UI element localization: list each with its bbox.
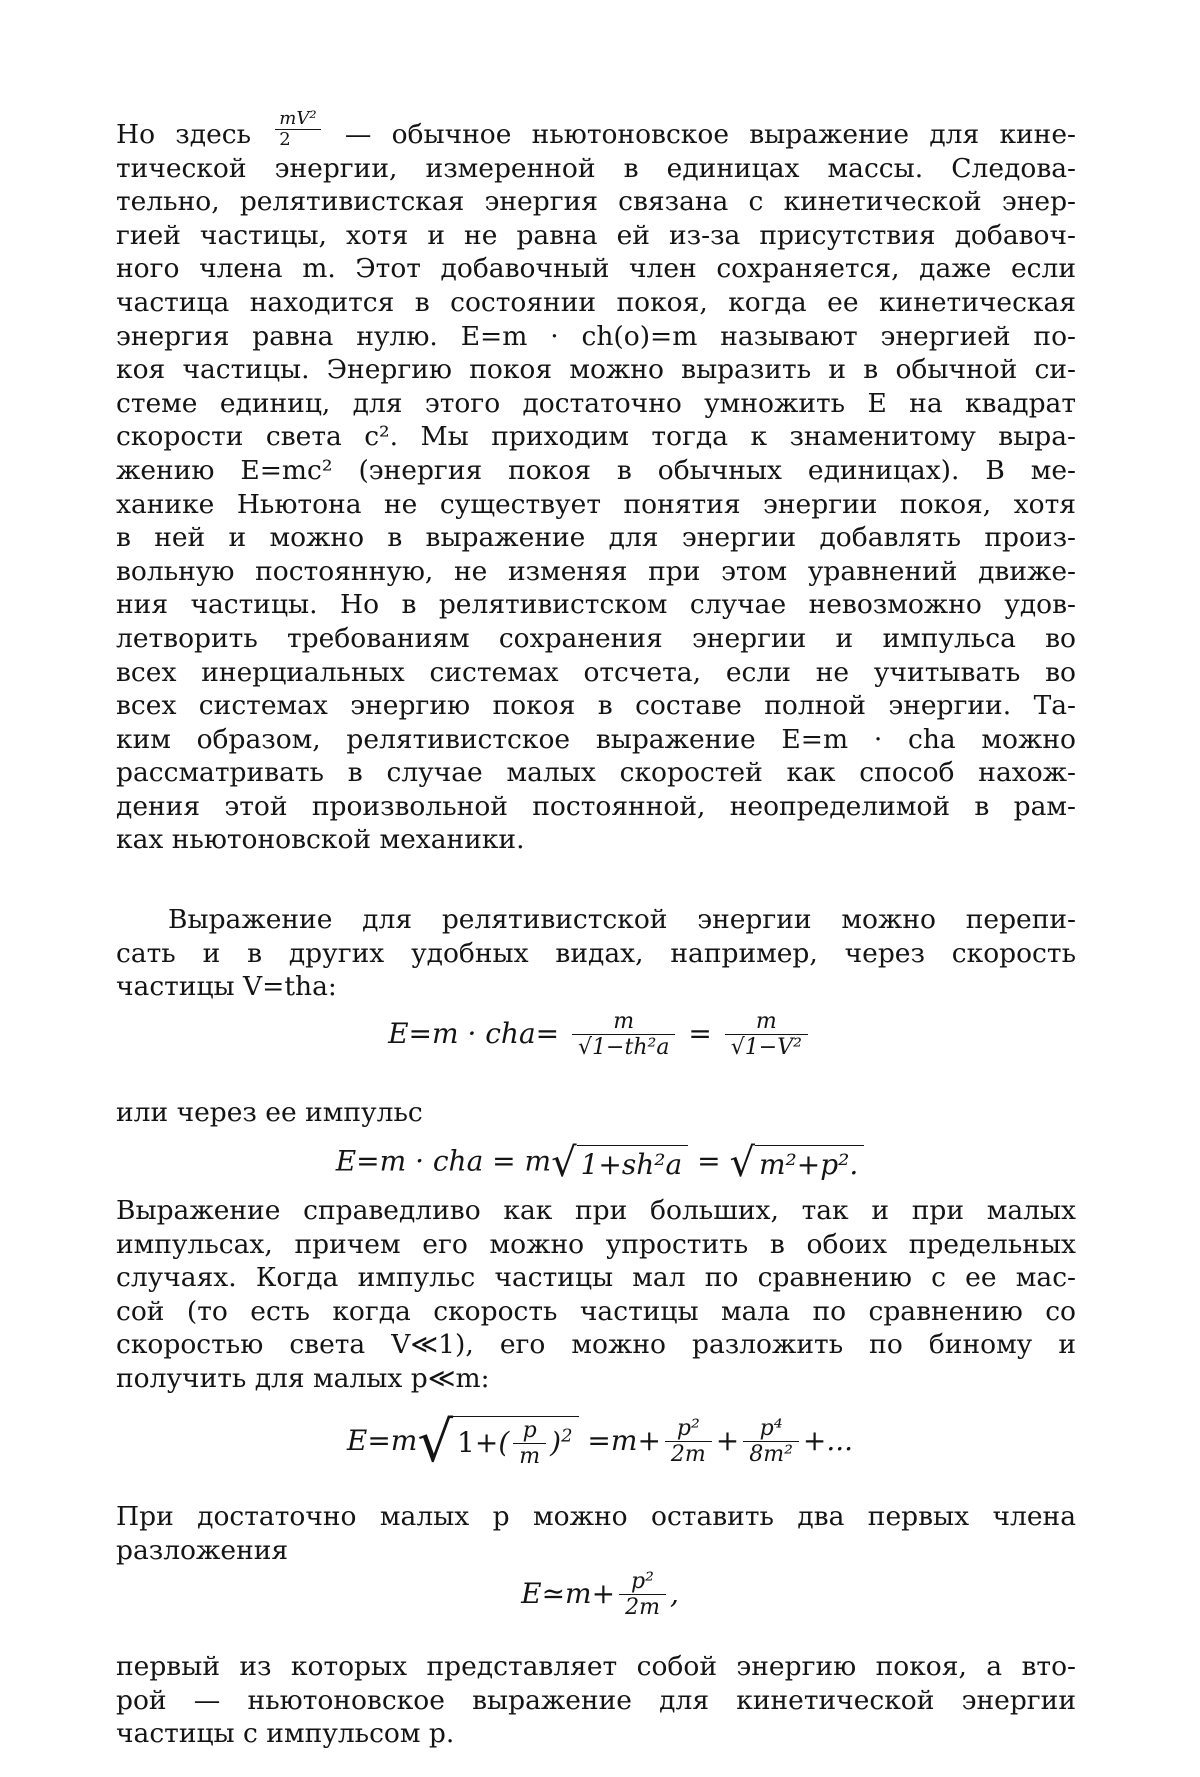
fraction-numerator: mV² bbox=[275, 109, 320, 130]
equals-sign: = bbox=[688, 1144, 730, 1178]
formula-tail: +... bbox=[802, 1424, 854, 1457]
text-line: первый из которых представляет собой энергию покоя, а вто- bbox=[116, 1651, 1076, 1682]
text-line: летворить требованиям сохранения энергии и импульса во bbox=[116, 622, 1076, 654]
formula-lhs: E=m · cha = m bbox=[335, 1144, 552, 1178]
text-line: получить для малых p≪m: bbox=[116, 1362, 490, 1394]
fraction-numerator: p⁴ bbox=[743, 1417, 799, 1442]
radicand: m²+p². bbox=[755, 1145, 864, 1181]
sqrt-1-plus-sh2a bbox=[551, 1140, 688, 1186]
sqrt-expansion bbox=[417, 1410, 578, 1475]
text-line: всех системах энергию покоя в составе полной энергии. Та- bbox=[116, 690, 1076, 722]
text-line: ханике Ньютона не существует понятия энергии покоя, хотя bbox=[116, 488, 1076, 520]
fraction-p4-over-8m2 bbox=[743, 1417, 799, 1468]
fraction-denominator: 8m² bbox=[749, 1442, 793, 1467]
text-fragment: Но здесь bbox=[116, 119, 252, 150]
paragraph-velocity-form bbox=[116, 903, 1076, 1004]
text-line: ного члена m. Этот добавочный член сохраняется, даже если bbox=[116, 253, 1076, 285]
text-line: всех инерциальных системах отсчета, если не учитывать во bbox=[116, 656, 1076, 688]
text-line: частицы V=tha: bbox=[116, 971, 337, 1003]
paragraph-expansion bbox=[116, 1194, 1076, 1396]
paragraph-rest-energy bbox=[116, 107, 1076, 857]
text-line: рассматривать в случае малых скоростей как способ нахож- bbox=[116, 757, 1076, 789]
text-line: энергия равна нулю. E=m · ch(o)=m называют энергией по- bbox=[116, 320, 1076, 352]
text-line: сать и в других удобных видах, например, через скорость bbox=[116, 937, 1076, 969]
text-line: тельно, релятивистская энергия связана с кинетической энер- bbox=[116, 186, 1076, 218]
sqrt-icon: √ bbox=[578, 1035, 593, 1060]
text-line: разложения bbox=[116, 1534, 289, 1566]
text-line bbox=[116, 107, 1076, 152]
fraction-p2-over-2m bbox=[665, 1417, 712, 1468]
fraction-p2-over-2m bbox=[619, 1570, 666, 1621]
radicand: 1+sh²a bbox=[577, 1145, 689, 1181]
sqrt-m2-plus-p2 bbox=[729, 1140, 864, 1186]
fraction-m-over-sqrt-1-v2 bbox=[725, 1010, 808, 1061]
formula-energy-velocity bbox=[0, 1010, 1200, 1061]
text-line: частицы с импульсом p. bbox=[116, 1718, 455, 1750]
text-line: жению E=mc² (энергия покоя в обычных единицах). В ме- bbox=[116, 454, 1076, 486]
fraction-denominator: 2 bbox=[279, 128, 291, 150]
text-fragment: — обычное ньютоновское выражение для кине- bbox=[344, 119, 1076, 150]
radicand: 1−th²a bbox=[592, 1035, 670, 1060]
text-line: сой (то есть когда скорость частицы мала по сравнению со bbox=[116, 1295, 1076, 1327]
sqrt-icon: √ bbox=[417, 1410, 454, 1475]
fraction-mv2-over-2 bbox=[275, 109, 320, 150]
radicand: 1−V² bbox=[744, 1035, 802, 1060]
fraction-numerator: m bbox=[725, 1010, 808, 1035]
paragraph-conclusion bbox=[116, 1650, 1076, 1751]
plus-sign: + bbox=[715, 1424, 740, 1457]
fraction-numerator: p bbox=[513, 1419, 546, 1444]
text-line: в ней и можно в выражение для энергии добавлять произ- bbox=[116, 522, 1076, 554]
paragraph-bridge bbox=[116, 1096, 1076, 1130]
text-line: тической энергии, измеренной в единицах массы. Следова- bbox=[116, 152, 1076, 184]
equals-sign: =m+ bbox=[578, 1424, 661, 1457]
equals-sign: = bbox=[688, 1017, 712, 1050]
formula-lhs: E=m · cha= bbox=[388, 1017, 560, 1050]
sqrt-icon: √ bbox=[730, 1035, 745, 1060]
fraction-denominator: m bbox=[519, 1443, 541, 1469]
fraction-numerator: p² bbox=[665, 1417, 712, 1442]
fraction-numerator: m bbox=[572, 1010, 675, 1035]
fraction-denominator bbox=[572, 1035, 675, 1061]
formula-lhs: E≃m+ bbox=[521, 1577, 616, 1610]
sqrt-icon: √ bbox=[551, 1140, 577, 1186]
radicand: 1+( $\frac{p}{m}$ )$^2$ bbox=[453, 1416, 578, 1470]
fraction-m-over-sqrt-1-th2a bbox=[572, 1010, 675, 1061]
sqrt-icon: √ bbox=[729, 1140, 755, 1186]
exponent: 2 bbox=[561, 1425, 573, 1447]
formula-energy-momentum bbox=[0, 1140, 1200, 1186]
text-line: коя частицы. Энергию покоя можно выразить и в обычной си- bbox=[116, 354, 1076, 386]
formula-tail: , bbox=[669, 1577, 679, 1610]
fraction-denominator: 2m bbox=[625, 1595, 660, 1620]
fraction-p-over-m bbox=[513, 1419, 546, 1470]
text-line: или через ее импульс bbox=[116, 1097, 423, 1128]
text-line: Выражение справедливо как при больших, так и при малых bbox=[116, 1195, 1076, 1226]
text-line: случаях. Когда импульс частицы мал по сравнению с ее мас- bbox=[116, 1262, 1076, 1294]
fraction-denominator bbox=[725, 1035, 808, 1061]
text-line: ния частицы. Но в релятивистском случае невозможно удов- bbox=[116, 589, 1076, 621]
fraction-numerator: p² bbox=[619, 1570, 666, 1595]
text-line: ким образом, релятивистское выражение E=m · cha можно bbox=[116, 723, 1076, 755]
formula-lhs: E=m bbox=[346, 1424, 418, 1457]
text-line: дения этой произвольной постоянной, неопределимой в рам- bbox=[116, 790, 1076, 822]
text-line: импульсах, причем его можно упростить в обоих предельных bbox=[116, 1228, 1076, 1260]
fraction-denominator: 2m bbox=[670, 1442, 706, 1467]
text-line: ках ньютоновской механики. bbox=[116, 824, 525, 856]
text-line: рой — ньютоновское выражение для кинетической энергии bbox=[116, 1684, 1076, 1716]
radicand-prefix: 1+ bbox=[457, 1425, 499, 1459]
text-line: частица находится в состоянии покоя, когда ее кинетическая bbox=[116, 286, 1076, 318]
text-line: При достаточно малых p можно оставить два первых члена bbox=[116, 1501, 1076, 1532]
text-line: гией частицы, хотя и не равна ей из-за присутствия добавоч- bbox=[116, 219, 1076, 251]
formula-binomial-expansion bbox=[0, 1410, 1200, 1475]
text-line: скорости света c². Мы приходим тогда к знаменитому выра- bbox=[116, 421, 1076, 453]
text-line: Выражение для релятивистской энергии можно перепи- bbox=[168, 904, 1076, 935]
text-line: вольную постоянную, не изменяя при этом уравнений движе- bbox=[116, 555, 1076, 587]
formula-approx-energy bbox=[0, 1570, 1200, 1621]
text-line: стеме единиц, для этого достаточно умножить E на квадрат bbox=[116, 387, 1076, 419]
text-line: скоростью света V≪1), его можно разложить по биному и bbox=[116, 1329, 1076, 1361]
paragraph-truncation bbox=[116, 1500, 1076, 1567]
